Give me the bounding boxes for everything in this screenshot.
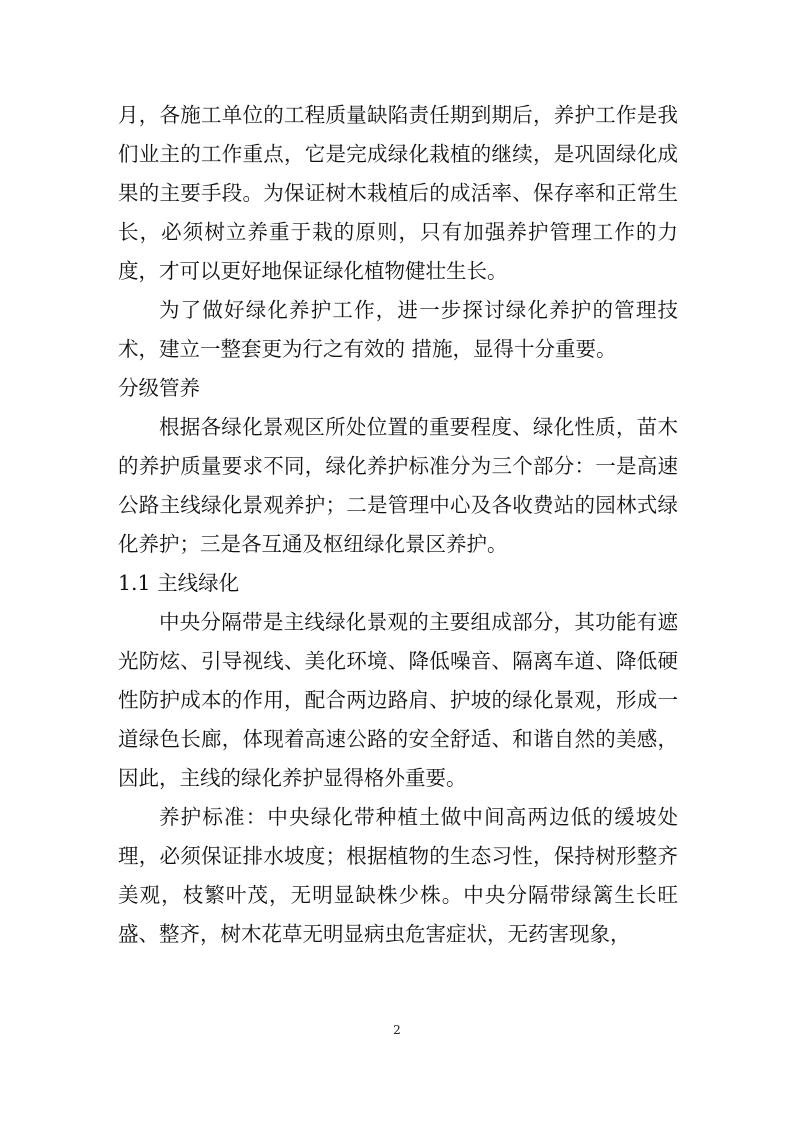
body-text — [118, 96, 678, 954]
paragraph-continuation: 月，各施工单位的工程质量缺陷责任期到期后，养护工作是我们业主的工作重点，它是完成绿化栽植的继续，是巩固绿化成果的主要手段。为保证树木栽植后的成活率、保存率和正常生长，必须树立养重于栽的原则，只有加强养护管理工作的力度，才可以更好地保证绿化植物健壮生长。 — [118, 103, 678, 283]
paragraph-classification: 根据各绿化景观区所处位置的重要程度、绿化性质，苗木的养护质量要求不同，绿化养护标准分为三个部分：一是高速公路主线绿化景观养护；二是管理中心及各收费站的园林式绿化养护；三是各互通及枢纽绿化景区养护。 — [118, 415, 678, 556]
page-number: 2 — [393, 1023, 401, 1037]
section-heading: 分级管养 — [118, 376, 200, 400]
paragraph-median: 中央分隔带是主线绿化景观的主要组成部分，其功能有遮光防炫、引导视线、美化环境、降低噪音、隔离车道、降低硬性防护成本的作用，配合两边路肩、护坡的绿化景观，形成一道绿色长廊，体现着高速公路的安全舒适、和谐自然的美感，因此，主线的绿化养护显得格外重要。 — [118, 610, 678, 790]
subsection-heading: 1.1 主线绿化 — [118, 571, 240, 595]
paragraph-intro: 为了做好绿化养护工作，进一步探讨绿化养护的管理技术，建立一整套更为行之有效的 措施，显得十分重要。 — [118, 298, 678, 361]
paragraph-standard: 养护标准：中央绿化带种植土做中间高两边低的缓坡处理，必须保证排水坡度；根据植物的生态习性，保持树形整齐美观，枝繁叶茂，无明显缺株少株。中央分隔带绿篱生长旺盛、整齐，树木花草无明显病虫危害症状，无药害现象， — [118, 805, 678, 946]
